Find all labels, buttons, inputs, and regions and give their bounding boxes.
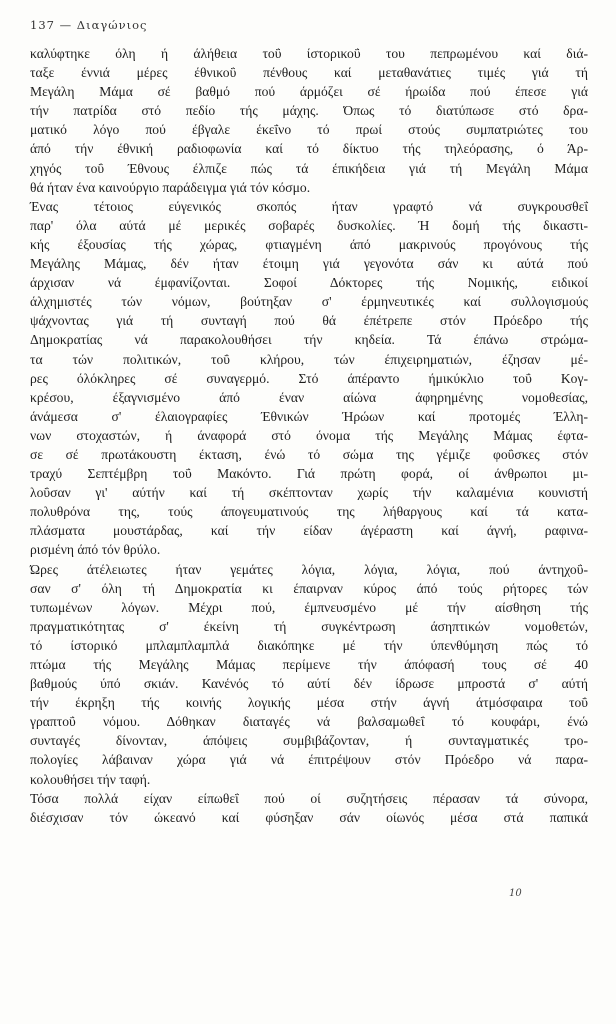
text-line: Δημοκρατίας νά παρακολουθήσει τήν κηδεία. Τά έπάνω στρώμα- <box>30 332 588 348</box>
text-line: άρχισαν νά έμφανίζονται. Σοφοί Δόκτορες τής Νομικής, ειδικοί <box>30 275 588 291</box>
text-line: λοΰσαν γι' αύτήν καί τή σκέπτονταν χωρίς τήν καλαμένια κουνιστή <box>30 485 588 501</box>
text-line: διέσχισαν τόν ώκεανό καί φύσηξαν σάν οίωνός μέσα στά παπικά <box>30 809 588 825</box>
text-line: συνταγές δίνονταν, άπόψεις συμβιβάζονταν, ή συνταγματικές τρο- <box>30 733 588 749</box>
text-line: τό ίστορικό μπλαμπλαμπλά διακόπηκε μέ τήν ύπενθύμηση πώς τό <box>30 637 588 653</box>
text-line: Τόσα πολλά είχαν είπωθεΐ πού οί συζητήσεις πέρασαν τά σύνορα, <box>30 790 588 806</box>
text-line: πολυθρόνα της, τούς άπογευματινούς της λήθαργους καί τά κατα- <box>30 504 588 520</box>
text-line: σαν σ' όλη τή Δημοκρατία κι έπαιρναν κύρος άπό τούς ρήτορες τών <box>30 580 588 596</box>
body-text <box>30 44 588 827</box>
text-line: κολουθήσει τήν ταφή. <box>30 771 151 787</box>
text-line: άπό τήν έθνική ραδιοφωνία καί τό δίκτυο τής τηλεόρασης, ό Άρ- <box>30 141 588 157</box>
text-line: πολογίες λάβαιναν χώρα γιά νά έπιτρέψουν στόν Πρόεδρο νά παρα- <box>30 752 588 768</box>
text-line: θά ήταν ένα καινούργιο παράδειγμα γιά τόν κόσμο. <box>30 179 311 195</box>
text-line: χηγός τοΰ Έθνους έλπιζε πώς τά έπικήδεια γιά τή Μεγάλη Μάμα <box>30 160 588 176</box>
text-line: τήν έκρηξη τής κοινής λογικής μέσα στήν άγνή άτμόσφαιρα τοΰ <box>30 695 588 711</box>
running-head: 137 — Διαγώνιος <box>30 18 148 32</box>
text-line: σε σέ πρωτάκουστη έκταση, ένώ τό σώμα της γέμιζε φοΰσκες στόν <box>30 446 588 462</box>
text-line: τα τών πολιτικών, τοΰ κλήρου, τών έπιχειρηματιών, έζησαν μέ- <box>30 351 588 367</box>
paragraph-1 <box>30 44 588 197</box>
text-line: νων στοχαστών, ή άναφορά στό όνομα τής Μεγάλης Μάμας έφτα- <box>30 427 588 443</box>
text-line: ρες όλόκληρες σέ συναγερμό. Στό άπέραντο ήμικύκλιο τοΰ Κογ- <box>30 370 588 386</box>
text-line: γραπτοΰ νόμου. Δόθηκαν διαταγές νά βαλσαμωθεΐ τό κουφάρι, ένώ <box>30 714 588 730</box>
text-line: άνάμεσα σ' έλαιογραφίες Έθνικών Ήρώων καί προτομές Έλλη- <box>30 408 588 424</box>
paragraph-3 <box>30 560 588 789</box>
text-line: τραχύ Σεπτέμβρη τοΰ Μακόντο. Γιά πρώτη φορά, οί άνθρωποι μι- <box>30 466 588 482</box>
paragraph-4 <box>30 789 588 827</box>
text-line: ματικό λόγο πού έβγαλε έκεΐνο τό πρωί στούς συμπατριώτες του <box>30 122 588 138</box>
text-line: πραγματικότητας σ' έκείνη τή συγκέντρωση άσηπτικών νομοθετών, <box>30 618 588 634</box>
page-number: 10 <box>509 888 522 899</box>
text-line: ταξε έννιά μέρες έθνικοΰ πένθους καί μεταθανάτιες τιμές γιά τή <box>30 65 588 81</box>
text-line: άλχημιστές τών νόμων, βούτηξαν σ' έρμηνευτικές καί συλλογισμούς <box>30 294 588 310</box>
text-line: Μεγάλη Μάμα σέ βαθμό πού άρμόζει σέ ήρωίδα πού έπεσε γιά <box>30 84 588 100</box>
text-line: τυπωμένων λόγων. Μέχρι πού, έμπνευσμένο μέ τήν αίσθηση τής <box>30 599 588 615</box>
text-line: βαθμούς ύπό σκιάν. Κανένός τό αύτί δέν ίδρωσε μπροστά σ' αύτή <box>30 676 588 692</box>
text-line: πλάσματα μουστάρδας, καί τήν είδαν άγέραστη καί άγνή, ραφινα- <box>30 523 588 539</box>
text-line: κής έξουσίας τής χώρας, φτιαγμένη άπό μακρινούς προγόνους τής <box>30 236 588 252</box>
text-line: τήν πατρίδα στό πεδίο τής μάχης. Όπως τό διατύπωσε στό δρα- <box>30 103 588 119</box>
text-line: Μεγάλης Μάμας, δέν ήταν έτοιμη γιά γεγονότα σάν κι αύτά πού <box>30 256 588 272</box>
text-line: ρισμένη άπό τόν θρύλο. <box>30 542 161 558</box>
text-line: παρ' όλα αύτά μέ μερικές σοβαρές δυσκολίες. Ή δομή τής δικαστι- <box>30 217 588 233</box>
text-line: Ένας τέτοιος εύγενικός σκοπός ήταν γραφτό νά συγκρουσθεΐ <box>30 198 588 214</box>
text-line: κρέσου, έξαγνισμένο άπό έναν αίώνα άφηρημένης νομοθεσίας, <box>30 389 588 405</box>
paragraph-2 <box>30 197 588 560</box>
text-line: Ώρες άτέλειωτες ήταν γεμάτες λόγια, λόγια, λόγια, πού άντηχοΰ- <box>30 561 588 577</box>
text-line: ψάχνοντας γιά τή συνταγή πού θά έπέτρεπε στόν Πρόεδρο τής <box>30 313 588 329</box>
text-line: καλύφτηκε όλη ή άλήθεια τοΰ ίστορικοΰ του πεπρωμένου καί διά- <box>30 46 588 61</box>
text-line: πτώμα τής Μεγάλης Μάμας περίμενε τήν άπόφασή τους σέ 40 <box>30 657 588 672</box>
